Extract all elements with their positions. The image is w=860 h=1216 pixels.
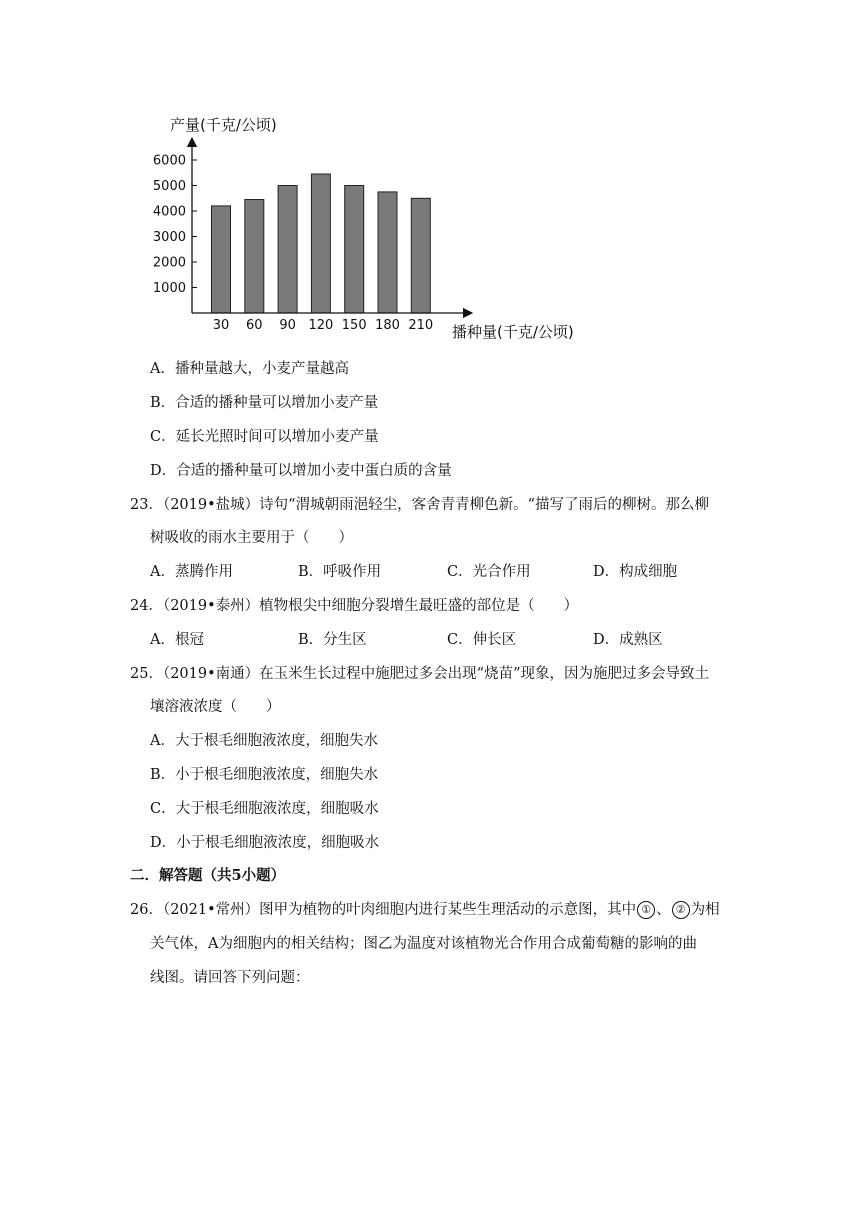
q23-stem-line1: 23．（2019•盐城）诗句“渭城朝雨浥轻尘，客舍青青柳色新。“描写了雨后的柳树。那么柳 (130, 497, 709, 513)
bar-210 (411, 198, 430, 313)
y-tick-label: 6000 (152, 153, 186, 169)
seeding-yield-bar-chart (0, 0, 860, 350)
bar-30 (212, 206, 231, 313)
q25-stem-line1: 25．（2019•南通）在玉米生长过程中施肥过多会出现“烧苗”现象，因为施肥过多会导致土 (130, 666, 709, 682)
y-tick-label: 2000 (152, 255, 186, 271)
q25-option-d: D．小于根毛细胞液浓度，细胞吸水 (150, 835, 380, 851)
y-axis-label: 产量(千克/公顷) (170, 116, 277, 134)
q26-stem-line2: 关气体，A为细胞内的相关结构；图乙为温度对该植物光合作用合成葡萄糖的影响的曲 (150, 936, 697, 952)
bar-150 (345, 186, 364, 314)
x-tick-label: 150 (341, 318, 367, 333)
q22-option-a: A．播种量越大，小麦产量越高 (150, 361, 349, 377)
y-tick-label: 1000 (152, 281, 186, 296)
q24-option-a: A．根冠 (150, 632, 204, 648)
q22-option-d: D．合适的播种量可以增加小麦中蛋白质的含量 (150, 463, 452, 479)
section-heading: 二．解答题（共5小题） (130, 867, 286, 884)
x-tick-label: 60 (246, 318, 263, 333)
q25-option-a: A．大于根毛细胞液浓度，细胞失水 (150, 733, 378, 749)
q25-stem-line2: 壤溶液浓度（ ） (150, 699, 281, 715)
q25-option-b: B．小于根毛细胞液浓度，细胞失水 (150, 767, 379, 783)
q26-stem-text: 26．（2021•常州）图甲为植物的叶肉细胞内进行某些生理活动的示意图，其中 (130, 902, 637, 918)
q22-option-b: B．合适的播种量可以增加小麦产量 (150, 395, 379, 411)
q23-option-a: A．蒸腾作用 (150, 564, 233, 580)
q24-option-b: B．分生区 (298, 632, 367, 648)
x-tick-label: 90 (279, 318, 296, 333)
x-tick-label: 30 (212, 318, 230, 333)
q24-stem: 24．（2019•泰州）植物根尖中细胞分裂增生最旺盛的部位是（ ） (130, 598, 579, 614)
q25-option-c: C．大于根毛细胞液浓度，细胞吸水 (150, 801, 379, 817)
q22-option-c: C．延长光照时间可以增加小麦产量 (150, 429, 379, 445)
x-tick-label: 120 (308, 318, 334, 333)
q23-option-c: C．光合作用 (447, 564, 531, 580)
q26-stem-line3: 线图。请回答下列问题： (150, 970, 310, 986)
y-tick-label: 4000 (152, 204, 186, 220)
x-axis-label: 播种量(千克/公顷) (452, 323, 574, 341)
x-tick-label: 210 (408, 318, 434, 333)
q26-stem-tail: 为相 (690, 902, 720, 918)
bar-180 (378, 192, 397, 313)
q24-option-d: D．成熟区 (593, 632, 663, 648)
q23-stem-line2: 树吸收的雨水主要用于（ ） (150, 530, 353, 546)
q26-separator: 、 (656, 902, 671, 918)
y-tick-label: 5000 (152, 179, 186, 194)
x-tick-label: 180 (375, 318, 400, 333)
gas-2-marker: ② (672, 901, 690, 919)
gas-1-marker: ① (637, 901, 655, 919)
q23-option-b: B．呼吸作用 (298, 564, 382, 580)
bar-120 (311, 174, 330, 313)
bar-60 (245, 200, 264, 314)
q26-stem-line1 (130, 901, 720, 919)
q23-option-d: D．构成细胞 (593, 564, 678, 580)
q24-option-c: C．伸长区 (447, 632, 517, 648)
y-tick-label: 3000 (152, 230, 186, 245)
bar-90 (278, 186, 297, 314)
